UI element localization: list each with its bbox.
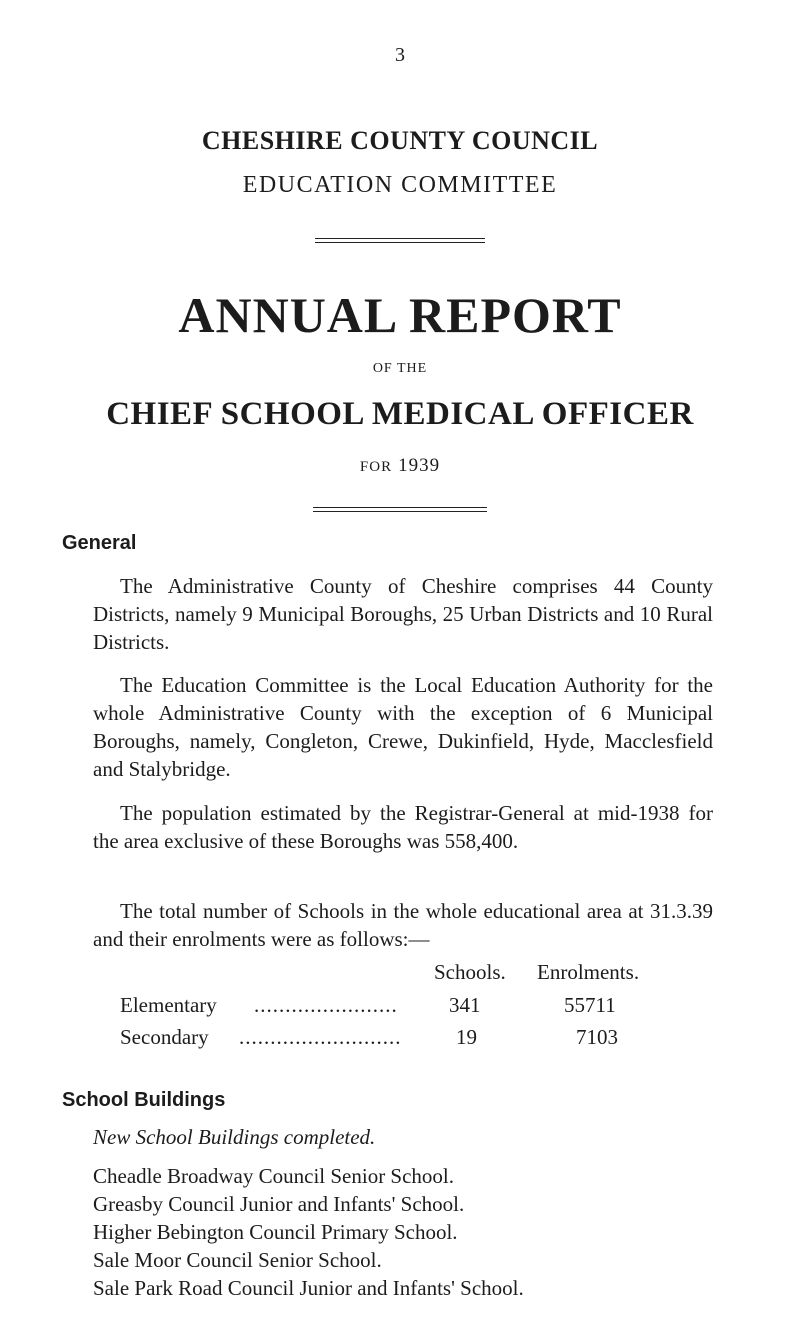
report-year-line [0, 455, 800, 477]
paragraph-text: The population estimated by the Registrar-General at mid-1938 for the area exclusive of these Boroughs was 558,400. [93, 801, 713, 853]
enrolments-column-header: Enrolments. [537, 960, 640, 984]
enrolments-value: 7103 [576, 1025, 618, 1049]
officer-title: CHIEF SCHOOL MEDICAL OFFICER [106, 396, 694, 432]
list-item: Sale Park Road Council Junior and Infants' School. [93, 1276, 524, 1300]
middle-double-rule [313, 507, 487, 515]
list-item: Higher Bebington Council Primary School. [93, 1220, 458, 1244]
dot-leader: ....................... [254, 993, 398, 1017]
list-item: Cheadle Broadway Council Senior School. [93, 1164, 455, 1188]
dot-leader: .......................... [239, 1025, 402, 1049]
council-name: CHESHIRE COUNTY COUNCIL [201, 126, 599, 155]
schools-column-header: Schools. [434, 960, 506, 984]
general-heading: General [62, 532, 137, 554]
row-label: Elementary [120, 993, 217, 1017]
table-row [93, 993, 733, 1023]
table-header-row [93, 960, 733, 990]
paragraph [93, 799, 713, 855]
report-title: ANNUAL REPORT [178, 287, 622, 343]
school-buildings-heading: School Buildings [62, 1089, 226, 1111]
paragraph [93, 671, 713, 783]
list-item: Sale Moor Council Senior School. [93, 1248, 382, 1272]
report-year: 1939 [398, 455, 441, 476]
new-buildings-subheading: New School Buildings completed. [93, 1125, 376, 1149]
paragraph-text: The total number of Schools in the whole educational area at 31.3.39 and their enrolments were as follows:— [93, 899, 713, 951]
row-label: Secondary [120, 1025, 209, 1049]
table-row [93, 1025, 733, 1055]
list-item: Greasby Council Junior and Infants' School. [93, 1192, 465, 1216]
committee-name: EDUCATION COMMITTEE [242, 172, 558, 198]
for-label: FOR [359, 459, 393, 475]
page-number: 3 [395, 44, 405, 66]
top-double-rule [315, 238, 485, 246]
paragraph [93, 897, 713, 953]
paragraph-text: The Administrative County of Cheshire comprises 44 County Districts, namely 9 Municipal Boroughs, 25 Urban Districts and 10 Rural Districts. [93, 574, 713, 654]
schools-value: 19 [456, 1025, 477, 1049]
paragraph [93, 572, 713, 656]
of-the-label: OF THE [372, 361, 428, 376]
paragraph-text: The Education Committee is the Local Education Authority for the whole Administrative County with the exception of 6 Municipal Boroughs, namely, Congleton, Crewe, Dukinfield, Hyde, Macclesfield and Stalybridge. [93, 673, 713, 781]
enrolments-value: 55711 [564, 993, 616, 1017]
schools-value: 341 [449, 993, 481, 1017]
